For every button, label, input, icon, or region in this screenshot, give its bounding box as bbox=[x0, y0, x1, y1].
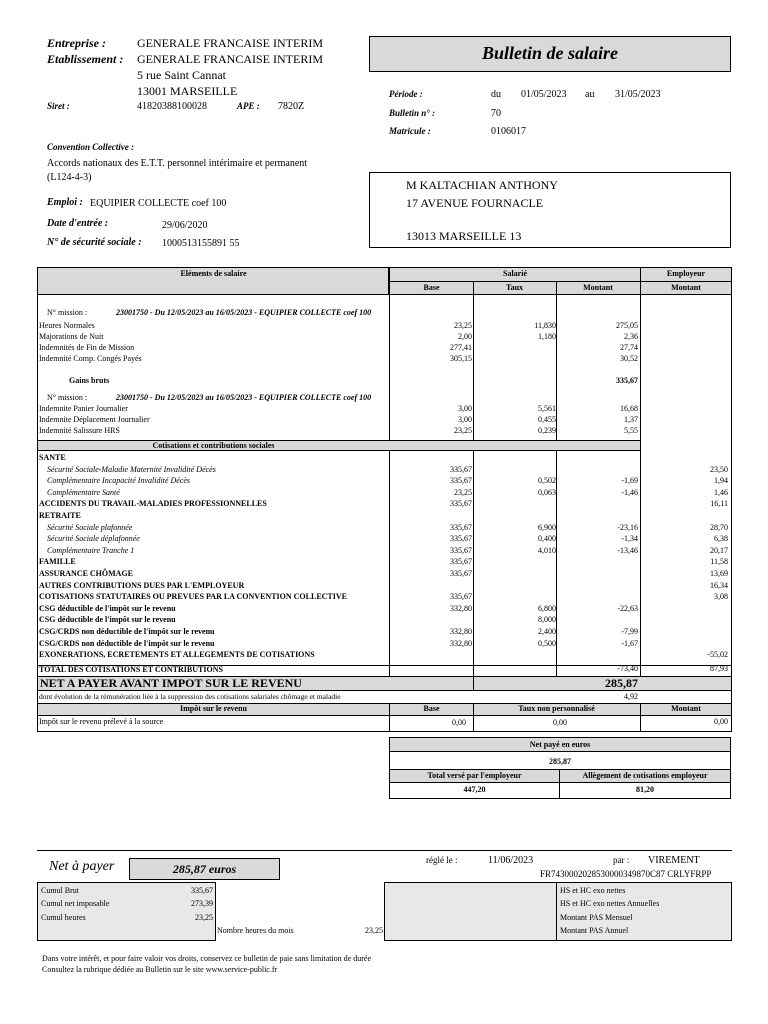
cotisations-title: Cotisations et contributions sociales bbox=[152, 441, 275, 450]
company-address-street: 5 rue Saint Cannat bbox=[137, 68, 226, 82]
entree-label: Date d'entrée : bbox=[47, 218, 109, 229]
nb-heures-label: Nombre heures du mois bbox=[217, 926, 294, 935]
pas-mensuel-label: Montant PAS Mensuel bbox=[560, 913, 633, 922]
cotisation-line-taux: 0,063 bbox=[538, 487, 556, 497]
etablissement-name: GENERALE FRANCAISE INTERIM bbox=[137, 52, 323, 66]
mission1-line-label: Heures Normales bbox=[39, 321, 95, 330]
mission2-line-montant: 16,68 bbox=[620, 404, 638, 413]
evolution-value: 4,92 bbox=[624, 692, 638, 701]
convention-label: Convention Collective : bbox=[47, 142, 134, 152]
mission1-line bbox=[38, 342, 731, 353]
evolution-label: dont évolution de la rémunération liée à la suppression des cotisations salariales chômage et maladie bbox=[39, 692, 341, 701]
cotisation-line-label: RETRAITE bbox=[39, 511, 81, 520]
cotisation-line-base: 335,67 bbox=[450, 569, 472, 578]
bulletin-value: 70 bbox=[491, 108, 501, 119]
gains-bruts-value: 335,67 bbox=[616, 376, 638, 385]
net-avant-impot-label: NET A PAYER AVANT IMPOT SUR LE REVENU bbox=[40, 676, 302, 690]
cotisation-line-taux: 6,800 bbox=[538, 603, 556, 613]
cotisation-line-taux: 8,000 bbox=[538, 615, 556, 625]
cotisation-line-emp: -55,02 bbox=[707, 650, 728, 660]
cumul-net-imposable-label: Cumul net imposable bbox=[41, 899, 110, 908]
gains-bruts-label: Gains bruts bbox=[69, 376, 110, 385]
cotisation-line-label: SANTE bbox=[39, 453, 66, 462]
employee-address-box bbox=[369, 172, 731, 248]
footer-line1: Dans votre intérêt, et pour faire valoir vos droits, conservez ce bulletin de paie sans limitation de durée bbox=[42, 954, 371, 963]
cotisation-line bbox=[38, 603, 731, 614]
cotisation-line-label: COTISATIONS STATUTAIRES OU PREVUES PAR LA CONVENTION COLLECTIVE bbox=[39, 592, 347, 602]
cotisation-line-taux: 4,010 bbox=[538, 545, 556, 555]
entreprise-label: Entreprise : bbox=[47, 36, 107, 50]
convention-code: (L124-4-3) bbox=[47, 172, 92, 183]
pas-annuel-label: Montant PAS Annuel bbox=[560, 926, 629, 935]
header-montant-employeur: Montant bbox=[671, 283, 701, 292]
mission2-detail: 23001750 - Du 12/05/2023 au 16/05/2023 - EQUIPIER COLLECTE coef 100 bbox=[116, 393, 372, 402]
cotisation-line-base: 335,67 bbox=[450, 545, 472, 555]
cotisation-line-label: AUTRES CONTRIBUTIONS DUES PAR L'EMPLOYEUR bbox=[39, 580, 245, 590]
cotisation-line-base: 335,67 bbox=[450, 476, 472, 486]
cotisation-line-label: CSG déductible de l'impôt sur le revenu bbox=[39, 615, 176, 625]
cotisation-line-montant: -1,67 bbox=[621, 638, 638, 648]
mission1-detail: 23001750 - Du 12/05/2023 au 16/05/2023 - EQUIPIER COLLECTE coef 100 bbox=[116, 308, 372, 317]
cotisation-line-label: FAMILLE bbox=[39, 557, 76, 567]
nb-heures-value: 23,25 bbox=[365, 926, 383, 935]
periode-start: 01/05/2023 bbox=[521, 89, 567, 100]
cotisation-line-label: Sécurité Sociale-Maladie Maternité Invalidité Décès bbox=[47, 464, 216, 474]
cotisation-line-montant: -7,99 bbox=[621, 627, 638, 636]
impot-montant: 0,00 bbox=[714, 717, 728, 726]
cumul-heures-value: 23,25 bbox=[195, 913, 213, 922]
mission2-line-label: Indemnite Déplacement Journalier bbox=[39, 415, 150, 424]
mission2-line-taux: 0,455 bbox=[538, 415, 556, 424]
mission2-line-label: Indemnite Panier Journalier bbox=[39, 404, 128, 413]
company-address-city: 13001 MARSEILLE bbox=[137, 84, 238, 98]
net-a-payer-label: Net à payer bbox=[49, 859, 115, 874]
mission1-line-base: 277,41 bbox=[450, 343, 472, 352]
cotisation-line-label: ASSURANCE CHÔMAGE bbox=[39, 569, 134, 578]
cotisation-line bbox=[38, 545, 731, 556]
cotisation-line bbox=[38, 638, 731, 649]
par-label: par : bbox=[613, 855, 630, 865]
mission2-line-base: 3,00 bbox=[458, 404, 472, 413]
net-paye-label: Net payé en euros bbox=[529, 740, 591, 749]
cotisation-line-base: 332,80 bbox=[450, 627, 472, 636]
cotisation-line-label: EXONERATIONS, ECRETEMENTS ET ALLEGEMENTS DE COTISATIONS bbox=[39, 650, 315, 660]
mission1-line-taux: 11,830 bbox=[534, 321, 556, 330]
mission1-line-montant: 2,36 bbox=[624, 332, 638, 341]
bulletin-label: Bulletin n° : bbox=[389, 108, 436, 118]
mission2-line bbox=[38, 425, 731, 436]
allegement-label: Allègement de cotisations employeur bbox=[582, 771, 708, 780]
total-cotisations-montant: -73,40 bbox=[617, 664, 638, 673]
cotisation-line-taux: 0,502 bbox=[538, 476, 556, 486]
header-employeur: Employeur bbox=[666, 269, 706, 278]
allegement-value: 81,20 bbox=[636, 785, 654, 794]
cotisation-line bbox=[38, 475, 731, 486]
footer-line2: Consultez la rubrique dédiée au Bulletin sur le site www.service-public.fr bbox=[42, 965, 278, 974]
mission1-line-montant: 275,05 bbox=[616, 321, 638, 330]
cotisation-line-taux: 0,400 bbox=[538, 534, 556, 544]
cotisation-line-emp: 20,17 bbox=[710, 545, 728, 555]
cotisation-line-taux: 2,400 bbox=[538, 627, 556, 636]
cotisation-line-label: Complémentaire Tranche 1 bbox=[47, 545, 135, 555]
hs-annuelles-label: HS et HC exo nettes Annuelles bbox=[560, 899, 660, 908]
cotisation-line bbox=[38, 498, 731, 509]
cotisation-line bbox=[38, 580, 731, 591]
mission1-line bbox=[38, 353, 731, 364]
cotisation-line bbox=[38, 614, 731, 625]
cotisation-line-emp: 1,46 bbox=[714, 487, 728, 497]
net-a-payer-box bbox=[129, 858, 280, 880]
cotisation-line-montant: -22,63 bbox=[617, 603, 638, 613]
cumul-brut-label: Cumul Brut bbox=[41, 886, 80, 895]
cotisation-line-base: 23,25 bbox=[454, 487, 472, 497]
impot-base: 0,00 bbox=[452, 718, 466, 727]
cumul-brut-value: 335,67 bbox=[191, 886, 213, 895]
mission2-line-label: Indemnité Salissure HRS bbox=[39, 426, 120, 435]
mission2-line-montant: 5,55 bbox=[624, 426, 638, 435]
periode-au-label: au bbox=[585, 89, 595, 100]
periode-du-label: du bbox=[491, 89, 501, 100]
cotisation-line bbox=[38, 568, 731, 579]
emploi-value: EQUIPIER COLLECTE coef 100 bbox=[90, 198, 227, 209]
entree-value: 29/06/2020 bbox=[162, 220, 208, 231]
mission2-line-taux: 0,239 bbox=[538, 426, 556, 435]
cotisation-line-emp: 23,50 bbox=[710, 464, 728, 474]
cotisation-line-label: CSG/CRDS non déductible de l'impôt sur le revenu bbox=[39, 627, 215, 636]
cotisation-line-montant: -13,46 bbox=[617, 545, 638, 555]
header-taux: Taux bbox=[505, 283, 524, 292]
header-montant: Montant bbox=[583, 283, 613, 292]
impot-taux: 0,00 bbox=[553, 718, 567, 727]
cotisation-line bbox=[38, 591, 731, 602]
cotisation-line-taux: 0,500 bbox=[538, 638, 556, 648]
mission2-line-base: 3,00 bbox=[458, 415, 472, 424]
mission1-line-base: 23,25 bbox=[454, 321, 472, 330]
mission1-label: N° mission : bbox=[47, 308, 88, 317]
cotisation-line-base: 335,67 bbox=[450, 557, 472, 567]
cotisation-line bbox=[38, 626, 731, 637]
impot-label: Impôt sur le revenu prélevé à la source bbox=[39, 717, 164, 726]
cotisation-line-base: 335,67 bbox=[450, 522, 472, 532]
cotisation-line-emp: 11,58 bbox=[710, 557, 728, 567]
periode-end: 31/05/2023 bbox=[615, 89, 661, 100]
mission1-line-base: 2,00 bbox=[458, 332, 472, 341]
mission1-line-base: 305,15 bbox=[450, 354, 472, 363]
mission1-line-montant: 30,52 bbox=[620, 354, 638, 363]
mission2-line-taux: 5,561 bbox=[538, 404, 556, 413]
cumuls-box bbox=[37, 882, 732, 941]
cotisation-line bbox=[38, 533, 731, 544]
regle-label: réglé le : bbox=[426, 855, 458, 865]
mission1-line-taux: 1,180 bbox=[538, 332, 556, 341]
impot-header: Impôt sur le revenu bbox=[179, 704, 248, 713]
secu-label: N° de sécurité sociale : bbox=[47, 237, 142, 248]
header-salarie: Salarié bbox=[503, 269, 527, 278]
cotisation-line-montant: -1,69 bbox=[621, 476, 638, 486]
iban: FR7430002028530000349870C87 CRLYFRPP bbox=[540, 869, 712, 879]
cotisation-line-base: 335,67 bbox=[450, 534, 472, 544]
matricule-label: Matricule : bbox=[389, 126, 431, 136]
header-base: Base bbox=[423, 283, 440, 292]
cotisation-line bbox=[38, 556, 731, 567]
cotisation-line-base: 332,80 bbox=[450, 638, 472, 648]
hs-nettes-label: HS et HC exo nettes bbox=[560, 886, 626, 895]
mission2-line-montant: 1,37 bbox=[624, 415, 638, 424]
cumul-net-imposable-value: 273,39 bbox=[191, 899, 213, 908]
total-cotisations-label: TOTAL DES COTISATIONS ET CONTRIBUTIONS bbox=[39, 665, 223, 674]
cotisation-line bbox=[38, 649, 731, 660]
cotisation-line-montant: -1,34 bbox=[621, 534, 638, 544]
entreprise-name: GENERALE FRANCAISE INTERIM bbox=[137, 36, 323, 50]
cotisation-line-emp: 28,70 bbox=[710, 522, 728, 532]
mission2-line bbox=[38, 414, 731, 425]
cumul-heures-label: Cumul heures bbox=[41, 913, 86, 922]
cotisation-line-emp: 1,94 bbox=[714, 476, 728, 486]
cotisation-line-base: 335,67 bbox=[450, 464, 472, 474]
net-paye-value: 285,87 bbox=[549, 757, 571, 766]
cotisation-line-taux: 6,900 bbox=[538, 522, 556, 532]
cotisation-line-emp: 16,11 bbox=[710, 499, 728, 509]
regle-date: 11/06/2023 bbox=[488, 855, 534, 866]
cotisation-line-label: Sécurité Sociale déplafonnée bbox=[47, 534, 140, 544]
impot-montant-header: Montant bbox=[671, 704, 701, 713]
net-avant-impot-value: 285,87 bbox=[605, 676, 638, 690]
etablissement-label: Etablissement : bbox=[47, 52, 124, 66]
mission2-label: N° mission : bbox=[47, 393, 88, 402]
cotisation-line bbox=[38, 522, 731, 533]
mission1-line bbox=[38, 320, 731, 331]
cotisation-line-base: 335,67 bbox=[450, 592, 472, 602]
employee-address-street: 17 AVENUE FOURNACLE bbox=[406, 196, 544, 210]
matricule-value: 0106017 bbox=[491, 126, 526, 137]
mission2-line bbox=[38, 403, 731, 414]
convention-text: Accords nationaux des E.T.T. personnel intérimaire et permanent bbox=[47, 158, 308, 169]
impot-taux-header: Taux non personnalisé bbox=[518, 704, 595, 713]
secu-value: 1000513155891 55 bbox=[162, 238, 240, 249]
impot-base-header: Base bbox=[423, 704, 440, 713]
mission1-line bbox=[38, 331, 731, 342]
cotisation-line bbox=[38, 510, 731, 521]
total-verse-value: 447,20 bbox=[463, 785, 486, 794]
cotisation-line-emp: 6,38 bbox=[714, 534, 728, 544]
cotisation-line-montant: -1,46 bbox=[621, 487, 638, 497]
header-elements: Eléments de salaire bbox=[180, 269, 247, 278]
mission1-line-montant: 27,74 bbox=[620, 343, 638, 352]
title-box bbox=[369, 36, 731, 72]
net-a-payer-value: 285,87 euros bbox=[172, 862, 237, 876]
employee-name: M KALTACHIAN ANTHONY bbox=[406, 178, 558, 192]
cotisation-line bbox=[38, 487, 731, 498]
cotisation-line-emp: 13,69 bbox=[710, 569, 728, 578]
cotisation-line bbox=[38, 464, 731, 475]
periode-label: Période : bbox=[389, 89, 423, 99]
ape-label: APE : bbox=[237, 101, 260, 111]
cotisation-line-label: CSG/CRDS non déductible de l'impôt sur le revenu bbox=[39, 638, 215, 648]
cotisation-line-emp: 3,08 bbox=[714, 592, 728, 602]
cotisation-line bbox=[38, 452, 731, 463]
total-verse-label: Total versé par l'employeur bbox=[427, 771, 522, 780]
cotisation-line-label: Complémentaire Santé bbox=[47, 487, 120, 497]
mission1-line-label: Indemnités de Fin de Mission bbox=[39, 343, 135, 352]
ape-value: 7820Z bbox=[278, 101, 305, 112]
mission1-line-label: Indemnité Comp. Congés Payés bbox=[39, 354, 142, 363]
emploi-label: Emploi : bbox=[47, 197, 83, 208]
cotisation-line-montant: -23,16 bbox=[617, 522, 638, 532]
mission2-line-base: 23,25 bbox=[454, 426, 472, 435]
siret-label: Siret : bbox=[47, 101, 70, 111]
page-title: Bulletin de salaire bbox=[481, 43, 618, 63]
siret-value: 41820388100028 bbox=[137, 101, 207, 112]
cotisation-line-label: Sécurité Sociale plafonnée bbox=[47, 522, 133, 532]
total-cotisations-employeur: 87,93 bbox=[710, 664, 728, 673]
employee-address-city: 13013 MARSEILLE 13 bbox=[406, 229, 522, 243]
cotisation-line-label: Complémentaire Incapacité Invalidité Décès bbox=[47, 476, 190, 486]
par-value: VIREMENT bbox=[648, 855, 700, 866]
summary-box bbox=[389, 737, 731, 799]
cotisation-line-label: CSG déductible de l'impôt sur le revenu bbox=[39, 603, 176, 613]
cotisation-line-label: ACCIDENTS DU TRAVAIL-MALADIES PROFESSIONNELLES bbox=[39, 499, 267, 509]
cotisation-line-emp: 16,34 bbox=[710, 580, 728, 590]
cotisation-line-base: 335,67 bbox=[450, 499, 472, 509]
cotisation-line-base: 332,80 bbox=[450, 603, 472, 613]
mission1-line-label: Majorations de Nuit bbox=[39, 332, 104, 341]
